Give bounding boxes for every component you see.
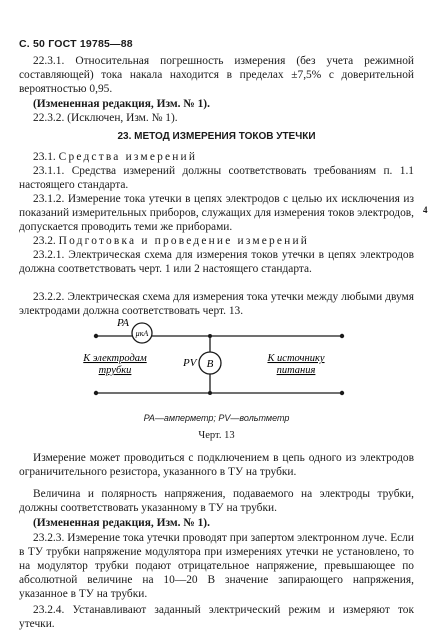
paragraph-23-2-1: 23.2.1. Электрическая схема для измерения токов утечки в цепях электродов должна соответствовать черт. 1 или 2 настоящего стандарта. [19,249,414,275]
junction-bottom [208,391,212,395]
left-label-line2: трубки [98,365,132,376]
subsection-number: 23.1. [33,151,56,163]
subsection-number: 23.2. [33,235,56,247]
figure-label: Черт. 13 [198,430,235,441]
amendment-note: (Измененная редакция, Изм. № 1). [33,98,210,110]
paragraph-23-2-4: 23.2.4. Устанавливают заданный электрический режим и измеряют ток утечки. [19,604,414,630]
paragraph-voltage-polarity: Величина и полярность напряжения, подаваемого на электроды трубки, должны соответствовать указанному в ТУ на трубки. [19,488,414,514]
paragraph-23-1-1: 23.1.1. Средства измерений должны соответствовать требованиям п. 1.1 настоящего стандарта. [19,165,414,191]
right-label-line2: питания [276,365,316,376]
margin-mark: 4 [423,205,428,215]
amendment-note-2: (Измененная редакция, Изм. № 1). [33,517,210,529]
terminal-bottom-right [340,391,344,395]
left-label-line1: К электродам [83,353,147,364]
junction-top [208,334,212,338]
subsection-title: Средства измерений [58,151,198,163]
ammeter-symbol: μкA [135,329,149,338]
right-label-line1: К источнику [267,353,325,364]
terminal-bottom-left [94,391,98,395]
paragraph-23-2-3: 23.2.3. Измерение тока утечки проводят при запертом электронном луче. Если в ТУ трубки напряжение модулятора при измерениях утечки не установлено, то на модулятор трубки подают отрицательное напряжение, превышающее по абсолютной величине на 10—20 В значение запирающего напряжения, указанное в ТУ на трубки. [19,532,414,600]
figure-caption: PA—амперметр; PV—вольтметр [143,413,290,423]
voltmeter-label: PV [183,357,197,369]
paragraph-limiting-resistor: Измерение может проводиться с подключением в цепь одного из электродов ограничительного резистора, указанного в ТУ на трубки. [19,452,414,478]
section-heading: 23. МЕТОД ИЗМЕРЕНИЯ ТОКОВ УТЕЧКИ [117,131,316,142]
paragraph-23-2-2: 23.2.2. Электрическая схема для измерения тока утечки между любыми двумя электродами должна соответствовать черт. 13. [19,291,414,317]
paragraph-23-1-2: 23.1.2. Измерение тока утечки в цепях электродов с целью их исключения из показаний измерительных приборов, служащих для измерения токов электродов, допускается проводить теми же приборами. [19,193,414,233]
subsection-title: Подготовка и проведение измерений [58,235,310,247]
terminal-top-right [340,334,344,338]
voltmeter-symbol: B [206,358,214,370]
terminal-top-left [94,334,98,338]
paragraph-22-3-2: 22.3.2. (Исключен, Изм. № 1). [33,112,178,124]
paragraph-22-3-1: 22.3.1. Относительная погрешность измерения (без учета режимной составляющей) тока накала находится в пределах ±7,5% с доверительной вероятностью 0,95. [19,55,414,95]
page-header: С. 50 ГОСТ 19785—88 [19,38,133,50]
ammeter-label: PA [117,317,130,329]
